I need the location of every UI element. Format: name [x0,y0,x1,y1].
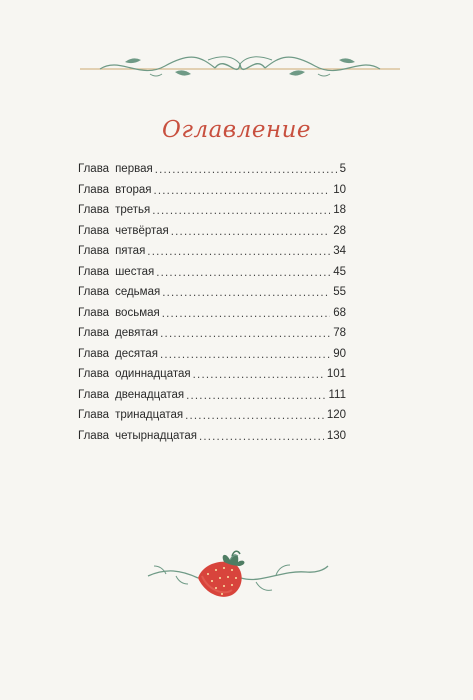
toc-chapter-word: Глава [78,204,110,216]
toc-chapter-name: шестая [115,265,155,278]
toc-dot-leader [193,369,324,381]
toc-entry[interactable] [78,389,346,410]
toc-page-number: 18 [333,204,346,216]
toc-chapter-name: пятая [115,245,146,257]
toc-chapter-word: Глава [78,306,110,319]
toc-entry[interactable] [78,184,346,205]
toc-page-number: 55 [333,286,346,298]
toc-chapter-word: Глава [78,347,110,360]
toc-page-number: 45 [333,265,346,278]
toc-chapter-word: Глава [78,245,110,257]
toc-chapter-word: Глава [78,409,110,421]
toc-chapter-word: Глава [78,183,110,196]
toc-chapter-name: десятая [115,347,158,360]
toc-chapter-word: Глава [78,286,110,298]
toc-page-number: 130 [326,429,346,442]
toc-entry[interactable] [78,245,346,266]
toc-page-number: 28 [333,224,346,237]
toc-chapter-word: Глава [78,388,110,401]
toc-chapter-name: четвёртая [115,224,169,237]
toc-dot-leader [185,410,324,422]
toc-chapter-name: вторая [115,183,152,196]
toc-entry[interactable] [78,225,346,246]
toc-page-number: 34 [333,245,346,257]
toc-entry[interactable] [78,409,346,430]
toc-dot-leader [160,349,330,361]
toc-chapter-name: первая [115,163,153,175]
toc-chapter-name: третья [115,204,151,216]
toc-page-number: 111 [328,388,346,401]
toc-chapter-word: Глава [78,368,110,380]
toc-page-number: 68 [333,306,346,319]
toc-chapter-word: Глава [78,224,110,237]
toc-entry[interactable] [78,286,346,307]
toc-chapter-name: седьмая [115,286,161,298]
toc-dot-leader [156,267,330,279]
toc-chapter-name: четырнадцатая [115,429,197,442]
toc-chapter-word: Глава [78,327,110,339]
vine-divider-icon [80,50,400,82]
toc-dot-leader [162,308,330,320]
strawberry-vine-icon [146,548,330,604]
toc-entry[interactable] [78,430,346,451]
toc-dot-leader [162,287,330,299]
toc-dot-leader [199,431,324,443]
toc-dot-leader [147,246,330,258]
toc-chapter-name: девятая [115,327,159,339]
toc-entry[interactable] [78,327,346,348]
page-title: Оглавление [161,117,312,143]
toc-chapter-word: Глава [78,163,110,175]
toc-page-number: 78 [333,327,346,339]
toc-chapter-name: восьмая [115,306,160,319]
toc-entry[interactable] [78,307,346,328]
toc-page-number: 90 [333,347,346,360]
toc-chapter-name: одиннадцатая [115,368,191,380]
toc-dot-leader [186,390,325,402]
toc-page-number: 101 [326,368,346,380]
toc-dot-leader [171,226,330,238]
toc-entry[interactable] [78,163,346,184]
toc-chapter-name: двенадцатая [115,388,185,401]
toc-dot-leader [160,328,330,340]
toc-dot-leader [155,164,337,176]
toc-page-number: 10 [333,183,346,196]
toc-entry[interactable] [78,204,346,225]
toc-entry[interactable] [78,348,346,369]
toc-chapter-word: Глава [78,265,110,278]
toc-entry[interactable] [78,266,346,287]
toc-entry[interactable] [78,368,346,389]
toc-chapter-word: Глава [78,429,110,442]
toc-page-number: 5 [339,163,346,175]
toc-dot-leader [152,205,330,217]
table-of-contents [78,163,346,450]
toc-page-number: 120 [326,409,346,421]
toc-dot-leader [154,185,331,197]
toc-chapter-name: тринадцатая [115,409,184,421]
